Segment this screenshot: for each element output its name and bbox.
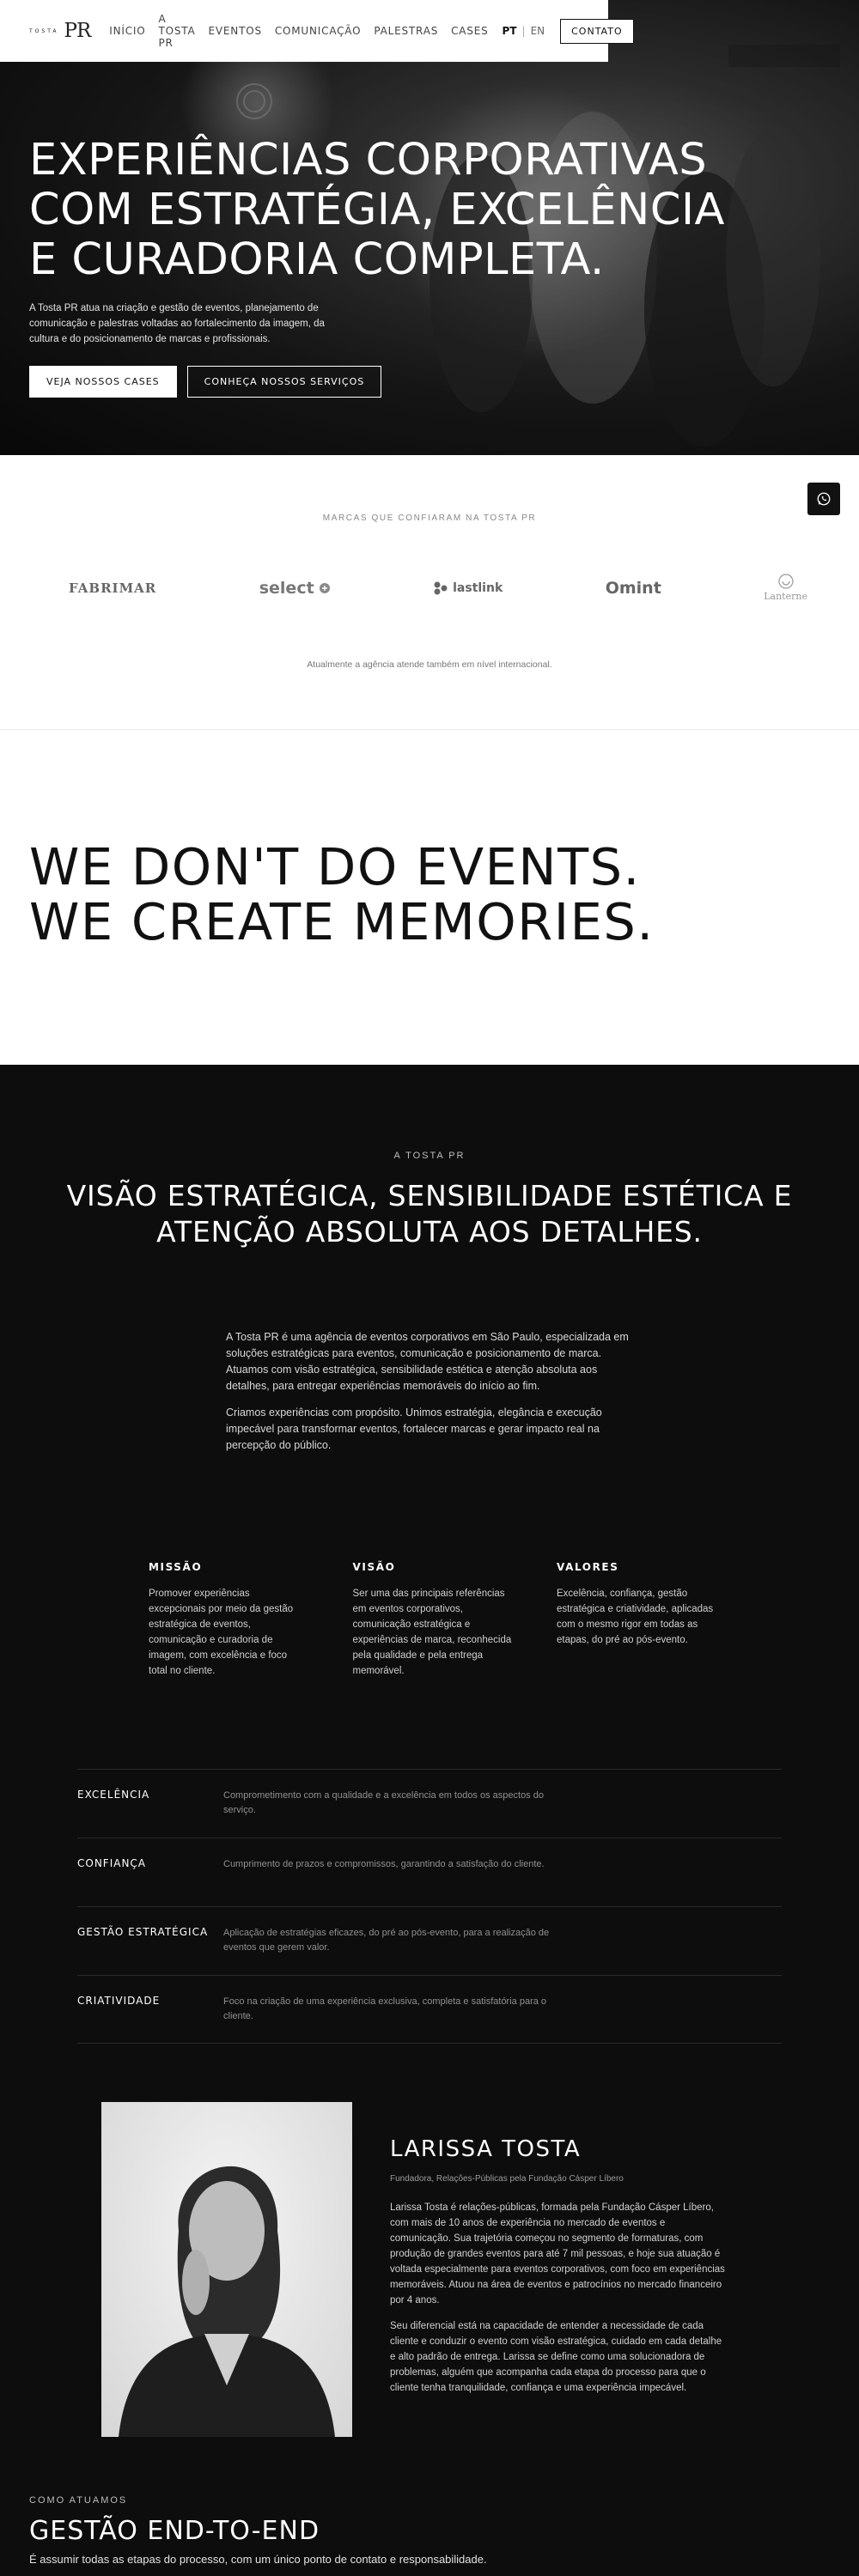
list-item	[77, 1838, 782, 1906]
nav-link-eventos[interactable]: EVENTOS	[208, 25, 262, 37]
value-description: Aplicação de estratégias eficazes, do pré ao pós-evento, para a realização de eventos que gerem valor.	[223, 1928, 550, 1953]
lang-separator: |	[521, 25, 526, 37]
value-name: GESTÃO ESTRATÉGICA	[77, 1926, 209, 1938]
see-cases-button[interactable]: VEJA NOSSOS CASES	[29, 366, 177, 398]
brand-logo-lastlink: lastlink	[433, 580, 503, 596]
value-description: Foco na criação de uma experiência exclusiva, completa e satisfatória para o cliente.	[223, 1996, 547, 2021]
hero-subtitle: A Tosta PR atua na criação e gestão de eventos, planejamento de comunicação e palestras voltadas ao fortalecimento da imagem, da cultura e do posicionamento de marcas e profissionais.	[29, 303, 325, 344]
founder-portrait-image	[101, 2102, 352, 2437]
how-text: É assumir todas as etapas do processo, com um único ponto de contato e responsabilidade.	[29, 2553, 487, 2566]
whatsapp-button[interactable]	[807, 483, 840, 515]
values-title: VALORES	[557, 1561, 619, 1573]
see-services-button[interactable]: CONHEÇA NOSSOS SERVIÇOS	[187, 366, 382, 398]
values-text: Excelência, confiança, gestão estratégica e criatividade, aplicadas com o mesmo rigor em todas as etapas, do pré ao pós-evento.	[557, 1589, 714, 1645]
about-paragraph-2: Criamos experiências com propósito. Unimos estratégia, elegância e execução impecável para transformar eventos, fortalecer marcas e gerar impacto real na percepção do público.	[226, 1406, 602, 1451]
logo-mark: PR	[64, 20, 91, 42]
mission-column	[149, 1561, 308, 1679]
values-list	[77, 1769, 782, 2044]
founder-bio-paragraph-2: Seu diferencial está na capacidade de entender a necessidade de cada cliente e conduzir o evento com visão estratégica, cuidado em cada detalhe e alto padrão de entrega. Larissa se define como uma solucionadora de problemas, alguém que acompanha cada etapa do processo para que o cliente tenha tranquilidade, confiança e uma experiência impecável.	[390, 2321, 722, 2393]
vision-column	[353, 1561, 512, 1679]
list-item	[77, 1769, 782, 1838]
founder-bio-paragraph-1: Larissa Tosta é relações-públicas, formada pela Fundação Cásper Líbero, com mais de 10 anos de experiência no mercado de eventos e comunicação. Sua trajetória começou no segmento de formaturas, com produção de grandes eventos para até 7 mil pessoas, e hoje sua atuação é voltada especialmente para eventos corporativos, com foco em experiências memoráveis. Atuou na área de eventos e patrocínios no mercado financeiro por 4 anos.	[390, 2202, 725, 2306]
nav-link-a-tosta-pr[interactable]: A TOSTA PR	[158, 13, 196, 49]
mission-text: Promover experiências excepcionais por meio da gestão estratégica de eventos, comunicação e curadoria de imagem, com excelência e foco total no cliente.	[149, 1589, 294, 1676]
how-label: COMO ATUAMOS	[29, 2495, 128, 2506]
mission-vision-values	[149, 1561, 716, 1679]
slogan-heading	[29, 837, 655, 951]
slogan-line-2: WE CREATE MEMORIES.	[29, 892, 655, 951]
value-name: CONFIANÇA	[77, 1857, 147, 1869]
nav-link-comunicacao[interactable]: COMUNICAÇÃO	[274, 25, 362, 37]
vision-text: Ser uma das principais referências em eventos corporativos, comunicação estratégica e experiências de marca, reconhecida pela qualidade e pela entrega memorável.	[352, 1589, 512, 1676]
about-title: VISÃO ESTRATÉGICA, SENSIBILIDADE ESTÉTICA E ATENÇÃO ABSOLUTA AOS DETALHES.	[66, 1179, 793, 1249]
section-divider	[0, 729, 859, 730]
list-item	[77, 1975, 782, 2044]
brand-logo-fabrimar: FABRIMAR	[69, 580, 157, 596]
nav-link-cases[interactable]: CASES	[451, 25, 489, 37]
lanterne-mark-icon	[775, 574, 797, 589]
brand-logo-omint: Omint	[605, 578, 661, 598]
value-description: Comprometimento com a qualidade e a excelência em todos os aspectos do serviço.	[223, 1790, 544, 1815]
nav-links	[109, 13, 488, 49]
mission-title: MISSÃO	[149, 1561, 203, 1573]
brands-logos	[69, 574, 807, 602]
brands-note: Atualmente a agência atende também em nível internacional.	[307, 659, 552, 670]
values-column	[557, 1561, 716, 1679]
whatsapp-icon	[816, 491, 832, 507]
slogan-line-1: WE DON'T DO EVENTS.	[29, 837, 641, 896]
hero-section	[0, 0, 859, 455]
select-mark-icon	[319, 582, 331, 594]
founder-photo	[101, 2102, 352, 2437]
about-section	[0, 1065, 859, 2576]
contact-button[interactable]: CONTATO	[560, 19, 633, 44]
lastlink-mark-icon	[433, 580, 448, 596]
founder-bio	[390, 2200, 725, 2396]
value-description: Cumprimento de prazos e compromissos, garantindo a satisfação do cliente.	[223, 1859, 545, 1869]
language-switcher	[503, 25, 545, 37]
founder-name: LARISSA TOSTA	[390, 2136, 582, 2162]
brand-logo-lanterne: Lanterne	[764, 574, 807, 602]
nav-link-inicio[interactable]: INÍCIO	[109, 25, 146, 37]
about-label: A TOSTA PR	[393, 1151, 466, 1161]
hero-buttons	[29, 366, 381, 398]
lang-en[interactable]: EN	[530, 25, 545, 37]
vision-title: VISÃO	[352, 1561, 396, 1573]
value-name: CRIATIVIDADE	[77, 1995, 161, 2007]
about-paragraph-1: A Tosta PR é uma agência de eventos corporativos em São Paulo, especializada em soluções estratégicas para eventos, comunicação e posicionamento de marca. Atuamos com visão estratégica, sensibilidade estética e atenção absoluta aos detalhes, para entregar experiências memoráveis do início ao fim.	[226, 1331, 629, 1392]
hero-title: EXPERIÊNCIAS CORPORATIVAS COM ESTRATÉGIA, EXCELÊNCIA E CURADORIA COMPLETA.	[29, 135, 725, 285]
about-text	[226, 1329, 638, 1454]
lang-pt[interactable]: PT	[502, 25, 517, 37]
founder-role: Fundadora, Relações-Públicas pela Fundação Cásper Líbero	[390, 2174, 624, 2184]
how-title: GESTÃO END-TO-END	[29, 2516, 320, 2546]
brands-label: MARCAS QUE CONFIARAM NA TOSTA PR	[322, 513, 537, 523]
top-navbar	[0, 0, 623, 62]
value-name: EXCELÊNCIA	[77, 1789, 150, 1801]
logo-small-text: TOSTA	[29, 27, 59, 34]
list-item	[77, 1906, 782, 1975]
brand-logo-select: select	[259, 579, 331, 598]
logo[interactable]	[29, 20, 90, 42]
nav-link-palestras[interactable]: PALESTRAS	[374, 25, 439, 37]
